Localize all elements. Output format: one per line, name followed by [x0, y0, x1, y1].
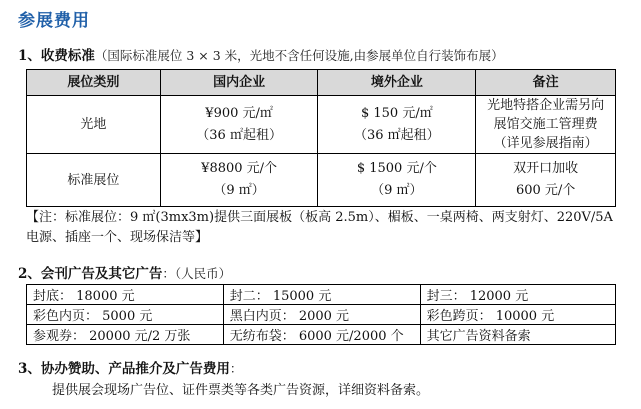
ad-price-cell: 彩色内页： 5000 元 — [27, 305, 224, 325]
section-1-note: （国际标准展位 3 × 3 米，光地不含任何设施,由参展单位自行装饰布展） — [94, 48, 504, 63]
ad-price-cell: 封底： 18000 元 — [27, 285, 224, 305]
domestic-price-cell — [160, 154, 318, 207]
section-1-heading: 1、收费标准 — [18, 48, 95, 64]
section-1-heading-line — [18, 44, 504, 64]
price-condition: （36 ㎡起租） — [354, 127, 440, 143]
price-condition: （9 ㎡） — [213, 183, 265, 198]
header-booth-type: 展位类别 — [27, 70, 161, 96]
remark-line: 双开口加收 — [513, 161, 579, 176]
price-condition: （36 ㎡起租） — [196, 127, 282, 143]
section-3-suffix: ： — [229, 361, 243, 376]
booth-type-cell: 光地 — [27, 96, 161, 154]
section-3-heading-line — [18, 357, 242, 377]
remark-cell: 光地特搭企业需另向展馆交施工管理费（详见参展指南） — [476, 96, 616, 154]
remark-cell — [476, 154, 616, 207]
fee-table-header-row — [27, 70, 616, 96]
page-title: 参展费用 — [18, 11, 90, 31]
section-2-heading: 2、会刊广告及其它广告 — [18, 266, 163, 282]
price-value: $ 1500 元/个 — [356, 161, 437, 176]
ad-price-cell: 其它广告资料备索 — [420, 325, 615, 345]
ad-price-cell: 参观券： 20000 元/2 万张 — [27, 325, 224, 345]
ad-price-cell: 黑白内页： 2000 元 — [223, 305, 420, 325]
price-value: $ 150 元/㎡ — [360, 105, 433, 121]
price-value: ¥8800 元/个 — [201, 161, 278, 176]
foreign-price-cell — [318, 154, 476, 207]
section-2-heading-line — [18, 262, 231, 282]
table-row — [27, 305, 616, 325]
table-row — [27, 96, 616, 154]
section-3-heading: 3、协办赞助、产品推介及广告费用 — [18, 361, 230, 377]
remark-line: 600 元/个 — [515, 183, 576, 198]
header-domestic: 国内企业 — [160, 70, 318, 96]
booth-type-cell: 标准展位 — [27, 154, 161, 207]
standard-booth-note: 【注：标准展位：9 ㎡(3mx3m)提供三面展板（板高 2.5m）、楣板、一桌两椅、两支射灯、220V/5A 电源、插座一个、现场保洁等】 — [26, 210, 613, 245]
foreign-price-cell — [318, 96, 476, 154]
ad-price-cell: 彩色跨页： 10000 元 — [420, 305, 615, 325]
ad-price-cell: 封二： 15000 元 — [223, 285, 420, 305]
table-row — [27, 154, 616, 207]
ad-price-table — [26, 284, 616, 345]
header-foreign: 境外企业 — [318, 70, 476, 96]
price-value: ¥900 元/㎡ — [205, 105, 273, 121]
section-2-suffix: ：（人民币） — [162, 266, 232, 281]
ad-price-cell: 封三： 12000 元 — [420, 285, 615, 305]
table-row — [27, 285, 616, 305]
domestic-price-cell — [160, 96, 318, 154]
ad-price-cell: 无纺布袋： 6000 元/2000 个 — [223, 325, 420, 345]
fee-table — [26, 69, 616, 207]
header-remark: 备注 — [476, 70, 616, 96]
price-condition: （9 ㎡） — [371, 183, 423, 198]
section-3-text: 提供展会现场广告位、证件票类等各类广告资源，详细资料备索。 — [52, 383, 430, 398]
table-row — [27, 325, 616, 345]
